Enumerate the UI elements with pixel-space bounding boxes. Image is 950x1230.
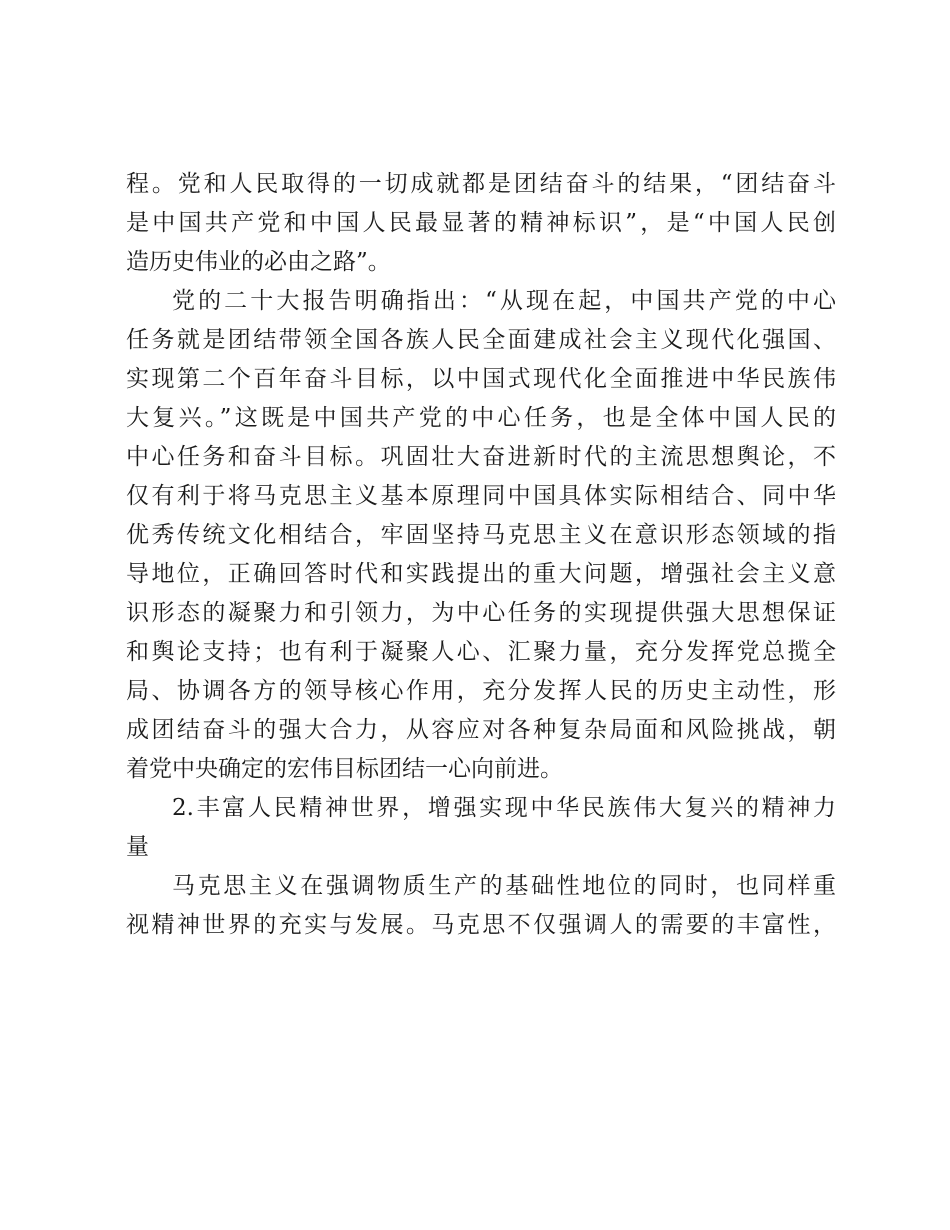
text-line: 党的二十大报告明确指出：“从现在起，中国共产党的中心 — [172, 288, 836, 314]
text-line: 视精神世界的充实与发展。马克思不仅强调人的需要的丰富性， — [126, 912, 836, 938]
text-line: 优秀传统文化相结合，牢固坚持马克思主义在意识形态领域的指 — [126, 522, 836, 548]
text-line: 任务就是团结带领全国各族人民全面建成社会主义现代化强国、 — [126, 327, 836, 353]
section-heading-continuation: 量 — [126, 834, 149, 860]
text-line: 识形态的凝聚力和引领力，为中心任务的实现提供强大思想保证 — [126, 600, 836, 626]
text-line: 中心任务和奋斗目标。巩固壮大奋进新时代的主流思想舆论，不 — [126, 444, 836, 470]
text-line: 和舆论支持；也有利于凝聚人心、汇聚力量，充分发挥党总揽全 — [126, 639, 836, 665]
text-line: 着党中央确定的宏伟目标团结一心向前进。 — [126, 756, 563, 782]
text-line: 是中国共产党和中国人民最显著的精神标识”，是“中国人民创 — [126, 210, 836, 236]
text-line: 导地位，正确回答时代和实践提出的重大问题，增强社会主义意 — [126, 561, 836, 587]
text-line: 仅有利于将马克思主义基本原理同中国具体实际相结合、同中华 — [126, 483, 836, 509]
text-line: 大复兴。”这既是中国共产党的中心任务，也是全体中国人民的 — [126, 405, 836, 431]
text-line: 程。党和人民取得的一切成就都是团结奋斗的结果，“团结奋斗 — [126, 171, 836, 197]
text-line: 造历史伟业的必由之路”。 — [126, 249, 391, 275]
text-line: 成团结奋斗的强大合力，从容应对各种复杂局面和风险挑战，朝 — [126, 717, 836, 743]
body-text — [126, 165, 836, 945]
section-heading: 2.丰富人民精神世界，增强实现中华民族伟大复兴的精神力 — [172, 795, 836, 821]
text-line: 实现第二个百年奋斗目标，以中国式现代化全面推进中华民族伟 — [126, 366, 836, 392]
text-line: 马克思主义在强调物质生产的基础性地位的同时，也同样重 — [172, 873, 836, 899]
text-line: 局、协调各方的领导核心作用，充分发挥人民的历史主动性，形 — [126, 678, 836, 704]
